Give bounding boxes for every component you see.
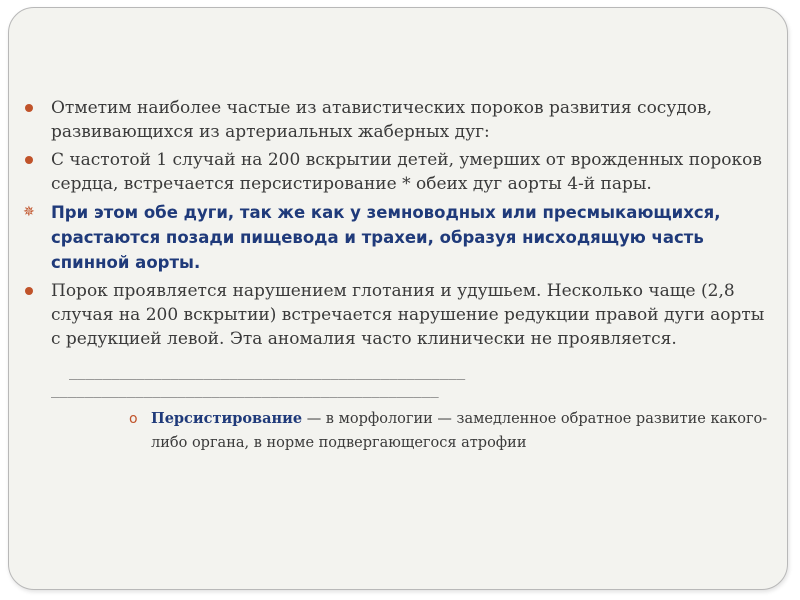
bullet-text: Отметим наиболее частые из атавистических пороков развития сосудов, развивающихся из артериальных жаберных дуг: bbox=[51, 98, 713, 142]
bullet-dot-icon bbox=[25, 156, 33, 164]
bullet-dot-icon bbox=[25, 104, 33, 112]
footnote-text: — в морфологии — замедленное обратное развитие какого-либо органа, в норме подвергающегося атрофии bbox=[151, 411, 768, 451]
divider-line-2: ______________________________________________ bbox=[51, 382, 439, 398]
footnote-term: Персистирование bbox=[151, 410, 303, 427]
circle-bullet-icon: o bbox=[129, 411, 138, 427]
slide-frame bbox=[8, 7, 788, 590]
footnote-definition bbox=[129, 407, 791, 455]
divider-line-1: _______________________________________________ bbox=[69, 364, 466, 380]
bullet-both-arches bbox=[23, 200, 771, 275]
bullet-text: Порок проявляется нарушением глотания и удушьем. Несколько чаще (2,8 случая на 200 вскрытии) встречается нарушение редукции правой дуги аорты с редукцией левой. Эта аномалия часто клинически не проявляется. bbox=[51, 281, 765, 349]
slide-content bbox=[23, 96, 771, 455]
bullet-dot-icon bbox=[25, 287, 33, 295]
bullet-frequency bbox=[51, 148, 771, 196]
bullet-atavistic-defects bbox=[51, 96, 771, 144]
bullet-text: С частотой 1 случай на 200 вскрытии детей, умерших от врожденных пороков сердца, встречается персистирование * обеих дуг аорты 4-й пары. bbox=[51, 150, 762, 194]
gear-bullet-icon: ✵ bbox=[23, 204, 35, 220]
bullet-text: При этом обе дуги, так же как у земноводных или пресмыкающихся, срастаются позади пищевода и трахеи, образуя нисходящую часть спинной аорты. bbox=[51, 203, 721, 272]
bullet-symptoms bbox=[51, 279, 771, 351]
